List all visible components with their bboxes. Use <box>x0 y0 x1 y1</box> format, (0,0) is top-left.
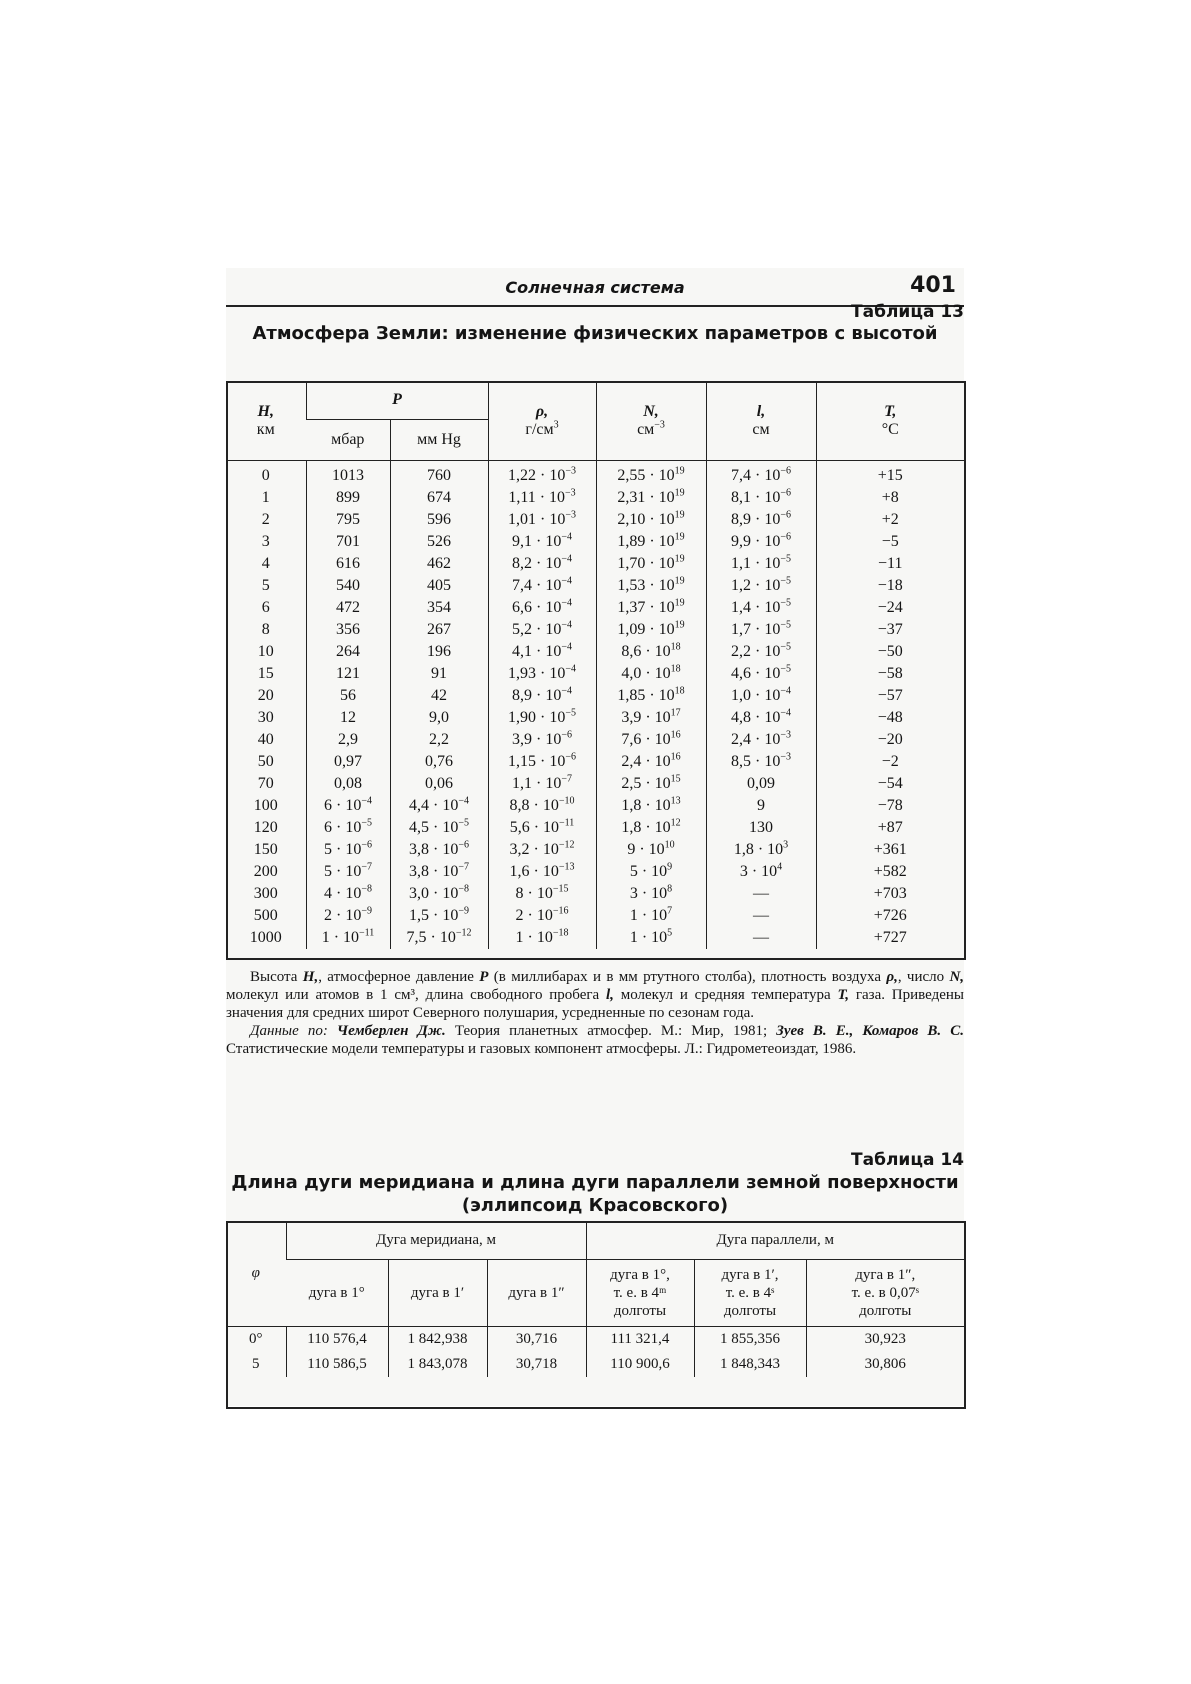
table-cell: 70 <box>257 775 274 792</box>
table-cell: $1,93 \cdot 10^{-4}$ <box>488 663 596 685</box>
col-parallel-1sec <box>806 1260 964 1327</box>
table-cell: $8,9 \cdot 10^{-4}$ <box>488 685 596 707</box>
table-cell: −24 <box>816 597 964 619</box>
table-cell: $7,5 \cdot 10^{-12}$ <box>390 927 488 949</box>
col-parallel-1sec-line3: долготы <box>859 1303 912 1319</box>
table-cell: 1 842,938 <box>388 1327 487 1353</box>
col-parallel-1min <box>694 1260 806 1327</box>
table-row <box>226 773 964 795</box>
col-meridian-1sec: дуга в 1″ <box>487 1260 586 1327</box>
table-cell: 30,806 <box>806 1352 964 1377</box>
table-cell: +15 <box>816 461 964 488</box>
table-cell: 6 <box>261 599 270 616</box>
table-cell: $5,2 \cdot 10^{-4}$ <box>488 619 596 641</box>
table-cell: $6,6 \cdot 10^{-4}$ <box>488 597 596 619</box>
table-row <box>226 707 964 729</box>
table-cell: $5 \cdot 10^{-7}$ <box>306 861 390 883</box>
note-symbol-h: H, <box>302 969 319 985</box>
table-cell: 0,06 <box>390 773 488 795</box>
table-row <box>226 575 964 597</box>
table-cell: −58 <box>816 663 964 685</box>
table13-source <box>226 1022 964 1058</box>
table-cell: 50 <box>257 753 274 770</box>
note-part-1: , атмосферное давление <box>318 969 474 985</box>
table-cell: 111 321,4 <box>586 1327 694 1353</box>
col-parallel-1min-line3: долготы <box>723 1303 777 1319</box>
table-cell: $1,37 \cdot 10^{19}$ <box>596 597 706 619</box>
table-cell: 15 <box>257 665 274 682</box>
table-cell: 2,2 <box>390 729 488 751</box>
table-row <box>226 927 964 949</box>
table-row <box>226 509 964 531</box>
table-cell: $1,1 \cdot 10^{-5}$ <box>706 553 816 575</box>
table-cell: 540 <box>306 575 390 597</box>
source-author-1: Чемберлен Дж. <box>336 1023 446 1039</box>
table-cell: $1,53 \cdot 10^{19}$ <box>596 575 706 597</box>
table13-description <box>226 968 964 1022</box>
source-prefix: Данные по: <box>250 1023 328 1039</box>
col-rho-symbol: ρ, <box>535 402 549 420</box>
table-cell: 0,09 <box>706 773 816 795</box>
table-cell: — <box>706 883 816 905</box>
table-cell: $3,0 \cdot 10^{-8}$ <box>390 883 488 905</box>
table-cell: $2,2 \cdot 10^{-5}$ <box>706 641 816 663</box>
note-symbol-n: N, <box>949 969 965 985</box>
table-cell: 405 <box>390 575 488 597</box>
table-cell: 354 <box>390 597 488 619</box>
table-cell: $8 \cdot 10^{-15}$ <box>488 883 596 905</box>
col-rho-header: ρ, $г/см^3$ <box>488 381 596 461</box>
table-cell: 30 <box>257 709 274 726</box>
table-cell: 356 <box>306 619 390 641</box>
table-cell: 899 <box>306 487 390 509</box>
table-cell: 9,0 <box>390 707 488 729</box>
note-symbol-l: l, <box>605 987 614 1003</box>
table-cell: $6 \cdot 10^{-5}$ <box>306 817 390 839</box>
table-cell: $2 \cdot 10^{-16}$ <box>488 905 596 927</box>
table-cell: 100 <box>253 797 278 814</box>
table-cell: $1,6 \cdot 10^{-13}$ <box>488 861 596 883</box>
table-cell: −48 <box>816 707 964 729</box>
table-cell: $3 \cdot 10^4$ <box>706 861 816 883</box>
table-cell: +727 <box>816 927 964 949</box>
table-cell: 795 <box>306 509 390 531</box>
table-cell: $8,8 \cdot 10^{-10}$ <box>488 795 596 817</box>
table-cell: $1,09 \cdot 10^{19}$ <box>596 619 706 641</box>
table-cell: −50 <box>816 641 964 663</box>
table-cell: $6 \cdot 10^{-4}$ <box>306 795 390 817</box>
table-cell: $4,4 \cdot 10^{-4}$ <box>390 795 488 817</box>
table-cell: 121 <box>306 663 390 685</box>
table-cell: 267 <box>390 619 488 641</box>
table-cell: 1 843,078 <box>388 1352 487 1377</box>
table-cell: $2,5 \cdot 10^{15}$ <box>596 773 706 795</box>
table-cell: $1,0 \cdot 10^{-4}$ <box>706 685 816 707</box>
table-cell: 500 <box>253 907 278 924</box>
table-row <box>226 883 964 905</box>
table-cell: −18 <box>816 575 964 597</box>
table13-notes <box>226 968 964 1058</box>
col-parallel-1min-line1: дуга в 1′, <box>721 1267 779 1283</box>
table-cell: $1,5 \cdot 10^{-9}$ <box>390 905 488 927</box>
table-cell: $4,5 \cdot 10^{-5}$ <box>390 817 488 839</box>
table-cell: 42 <box>390 685 488 707</box>
table-cell: 5 <box>261 577 270 594</box>
table-cell: +703 <box>816 883 964 905</box>
table-row <box>226 487 964 509</box>
col-t-unit: °C <box>881 420 899 438</box>
table-cell: −5 <box>816 531 964 553</box>
table-cell: $9,1 \cdot 10^{-4}$ <box>488 531 596 553</box>
table-cell: $3,8 \cdot 10^{-6}$ <box>390 839 488 861</box>
table-cell: $8,1 \cdot 10^{-6}$ <box>706 487 816 509</box>
table-cell: +361 <box>816 839 964 861</box>
table13 <box>226 381 964 949</box>
col-parallel-1deg-line1: дуга в 1°, <box>610 1267 670 1283</box>
table13-label: Таблица 13 <box>851 302 964 322</box>
table-cell: −37 <box>816 619 964 641</box>
meridian-header: Дуга меридиана, м <box>286 1221 586 1260</box>
table-cell: 150 <box>253 841 278 858</box>
col-phi-header: φ <box>251 1265 260 1281</box>
table-cell: $1,85 \cdot 10^{18}$ <box>596 685 706 707</box>
table14-body <box>226 1327 964 1378</box>
col-t-symbol: T, <box>884 402 897 420</box>
table-cell: 30,923 <box>806 1327 964 1353</box>
col-parallel-1sec-line2: т. е. в 0,07ˢ <box>851 1285 919 1301</box>
col-h-header <box>226 381 306 461</box>
table-row <box>226 1327 964 1353</box>
table-row <box>226 553 964 575</box>
col-p-mmhg: мм Hg <box>390 420 488 461</box>
table-row <box>226 461 964 488</box>
table-cell: 0 <box>261 467 270 484</box>
table-cell: $1 \cdot 10^{-18}$ <box>488 927 596 949</box>
table-cell: 701 <box>306 531 390 553</box>
col-p-mbar: мбар <box>331 431 365 448</box>
table-cell: 462 <box>390 553 488 575</box>
table-cell: $4 \cdot 10^{-8}$ <box>306 883 390 905</box>
table-cell: $4,8 \cdot 10^{-4}$ <box>706 707 816 729</box>
table-cell: 760 <box>390 461 488 488</box>
table14-label: Таблица 14 <box>851 1150 964 1170</box>
note-part-6: газа. Приведены значения для средних широт Северного полушария, усредненные по сезонам года. <box>226 987 965 1021</box>
table-cell: $1 \cdot 10^{-11}$ <box>306 927 390 949</box>
table-cell: $4,6 \cdot 10^{-5}$ <box>706 663 816 685</box>
col-n-unit: см <box>637 420 655 438</box>
source-title-1: Теория планетных атмосфер. М.: Мир, 1981; <box>454 1023 768 1039</box>
table-cell: 3 <box>261 533 270 550</box>
table-cell: 110 586,5 <box>286 1352 388 1377</box>
table-cell: $1,11 \cdot 10^{-3}$ <box>488 487 596 509</box>
table-cell: 674 <box>390 487 488 509</box>
table-cell: — <box>706 927 816 949</box>
table-row <box>226 905 964 927</box>
table-cell: 5 <box>252 1356 260 1372</box>
table-cell: 40 <box>257 731 274 748</box>
note-part-4: молекул или атомов в 1 см³, длина свободного пробега <box>226 987 600 1003</box>
table-cell: $1,90 \cdot 10^{-5}$ <box>488 707 596 729</box>
table-cell: +582 <box>816 861 964 883</box>
table-cell: $2,4 \cdot 10^{-3}$ <box>706 729 816 751</box>
note-part-3: , число <box>897 969 945 985</box>
table-row <box>226 619 964 641</box>
table-row <box>226 751 964 773</box>
table-cell: $1,7 \cdot 10^{-5}$ <box>706 619 816 641</box>
table-cell: $3,9 \cdot 10^{17}$ <box>596 707 706 729</box>
running-title: Солнечная система <box>505 278 685 297</box>
table-cell: $5 \cdot 10^{-6}$ <box>306 839 390 861</box>
table-cell: $8,2 \cdot 10^{-4}$ <box>488 553 596 575</box>
table-cell: 1 855,356 <box>694 1327 806 1353</box>
table-cell: −54 <box>816 773 964 795</box>
table-cell: $1,01 \cdot 10^{-3}$ <box>488 509 596 531</box>
table-cell: $9 \cdot 10^{10}$ <box>596 839 706 861</box>
col-parallel-1deg <box>586 1260 694 1327</box>
note-lead: Высота <box>250 969 298 985</box>
table-row <box>226 861 964 883</box>
table-cell: $8,5 \cdot 10^{-3}$ <box>706 751 816 773</box>
table-cell: 20 <box>257 687 274 704</box>
table13-title: Атмосфера Земли: изменение физических параметров с высотой <box>252 323 938 344</box>
table-cell: 0° <box>249 1331 263 1347</box>
table-cell: −2 <box>816 751 964 773</box>
col-h-unit: км <box>256 420 275 438</box>
table-cell: 526 <box>390 531 488 553</box>
table-cell: $1,89 \cdot 10^{19}$ <box>596 531 706 553</box>
table-cell: $7,6 \cdot 10^{16}$ <box>596 729 706 751</box>
table-cell: $1,4 \cdot 10^{-5}$ <box>706 597 816 619</box>
table-row <box>226 839 964 861</box>
col-parallel-1min-line2: т. е. в 4ˢ <box>725 1285 775 1301</box>
page-number: 401 <box>910 273 956 298</box>
table-cell: $2 \cdot 10^{-9}$ <box>306 905 390 927</box>
table-row <box>226 641 964 663</box>
table-cell: $3,9 \cdot 10^{-6}$ <box>488 729 596 751</box>
col-parallel-1sec-line1: дуга в 1″, <box>855 1267 916 1283</box>
col-n-header: N, $см^{-3}$ <box>596 381 706 461</box>
table-cell: 12 <box>306 707 390 729</box>
col-p-symbol: P <box>392 391 402 408</box>
table-cell: $1,70 \cdot 10^{19}$ <box>596 553 706 575</box>
note-symbol-rho: ρ, <box>886 969 898 985</box>
table-cell: $5 \cdot 10^9$ <box>596 861 706 883</box>
table-cell: $1,1 \cdot 10^{-7}$ <box>488 773 596 795</box>
table-cell: −78 <box>816 795 964 817</box>
table-cell: $7,4 \cdot 10^{-4}$ <box>488 575 596 597</box>
table-cell: 472 <box>306 597 390 619</box>
table-cell: −57 <box>816 685 964 707</box>
table-cell: 0,76 <box>390 751 488 773</box>
table-cell: 30,716 <box>487 1327 586 1353</box>
table-cell: 1 848,343 <box>694 1352 806 1377</box>
table-cell: 1013 <box>306 461 390 488</box>
table-cell: +8 <box>816 487 964 509</box>
col-l-unit: см <box>752 420 770 438</box>
parallel-header: Дуга параллели, м <box>586 1221 964 1260</box>
note-symbol-p: P <box>479 969 489 985</box>
col-parallel-1deg-line2: т. е. в 4ᵐ <box>613 1285 667 1301</box>
table-cell: 0,97 <box>306 751 390 773</box>
table-cell: $4,1 \cdot 10^{-4}$ <box>488 641 596 663</box>
table-cell: $2,4 \cdot 10^{16}$ <box>596 751 706 773</box>
table-cell: 200 <box>253 863 278 880</box>
note-part-2: (в миллибарах и в мм ртутного столба), плотность воздуха <box>493 969 881 985</box>
col-h-symbol: H, <box>257 402 274 420</box>
table-cell: $3,8 \cdot 10^{-7}$ <box>390 861 488 883</box>
table-cell: 56 <box>306 685 390 707</box>
table-row <box>226 1352 964 1377</box>
table-cell: $2,10 \cdot 10^{19}$ <box>596 509 706 531</box>
table-cell: $1 \cdot 10^7$ <box>596 905 706 927</box>
table-cell: $7,4 \cdot 10^{-6}$ <box>706 461 816 488</box>
table-cell: $1,8 \cdot 10^{12}$ <box>596 817 706 839</box>
table-cell: 300 <box>253 885 278 902</box>
table-cell: 596 <box>390 509 488 531</box>
col-parallel-1deg-line3: долготы <box>613 1303 667 1319</box>
note-part-5: молекул и средняя температура <box>620 987 831 1003</box>
note-symbol-t: T, <box>837 987 850 1003</box>
table-cell: 2 <box>261 511 270 528</box>
table-cell: $8,6 \cdot 10^{18}$ <box>596 641 706 663</box>
table14-title-line2: (эллипсоид Красовского) <box>461 1195 729 1216</box>
table-cell: $1,22 \cdot 10^{-3}$ <box>488 461 596 488</box>
col-p-header <box>306 381 488 420</box>
table-cell: 616 <box>306 553 390 575</box>
col-t-header <box>816 381 964 461</box>
table-cell: $4,0 \cdot 10^{18}$ <box>596 663 706 685</box>
table-row <box>226 817 964 839</box>
source-title-2: Статистические модели температуры и газовых компонент атмосферы. Л.: Гидрометеоиздат, 1986. <box>226 1041 857 1057</box>
col-n-symbol: N, <box>643 402 659 420</box>
table-cell: −11 <box>816 553 964 575</box>
table-cell: $9,9 \cdot 10^{-6}$ <box>706 531 816 553</box>
table-cell: $3,2 \cdot 10^{-12}$ <box>488 839 596 861</box>
table-cell: 8 <box>261 621 270 638</box>
source-author-2: Зуев В. Е., Комаров В. С. <box>776 1023 964 1039</box>
table-cell: $8,9 \cdot 10^{-6}$ <box>706 509 816 531</box>
table-cell: $2,31 \cdot 10^{19}$ <box>596 487 706 509</box>
col-meridian-1min: дуга в 1′ <box>388 1260 487 1327</box>
col-l-header <box>706 381 816 461</box>
table-cell: 0,08 <box>306 773 390 795</box>
table-row <box>226 597 964 619</box>
table-cell: +2 <box>816 509 964 531</box>
col-l-symbol: l, <box>756 402 766 420</box>
table-cell: $1,8 \cdot 10^3$ <box>706 839 816 861</box>
table-cell: 30,718 <box>487 1352 586 1377</box>
table14 <box>226 1221 964 1377</box>
table-row <box>226 729 964 751</box>
table-row <box>226 685 964 707</box>
table14-title-line1: Длина дуги меридиана и длина дуги параллели земной поверхности <box>231 1172 959 1193</box>
col-rho-unit: г/см <box>525 420 554 438</box>
table-row <box>226 663 964 685</box>
table-cell: +87 <box>816 817 964 839</box>
table-cell: −20 <box>816 729 964 751</box>
table13-body <box>226 461 964 950</box>
table-cell: $5,6 \cdot 10^{-11}$ <box>488 817 596 839</box>
table-cell: $3 \cdot 10^8$ <box>596 883 706 905</box>
table-cell: 196 <box>390 641 488 663</box>
table-cell: 264 <box>306 641 390 663</box>
table-cell: 110 576,4 <box>286 1327 388 1353</box>
table-cell: — <box>706 905 816 927</box>
table-cell: 1 <box>261 489 270 506</box>
table-row <box>226 795 964 817</box>
table-cell: 4 <box>261 555 270 572</box>
table-cell: 110 900,6 <box>586 1352 694 1377</box>
table-cell: +726 <box>816 905 964 927</box>
table-cell: $1,8 \cdot 10^{13}$ <box>596 795 706 817</box>
table-cell: $2,55 \cdot 10^{19}$ <box>596 461 706 488</box>
table-cell: $1 \cdot 10^5$ <box>596 927 706 949</box>
table-cell: 130 <box>706 817 816 839</box>
table-row <box>226 531 964 553</box>
table-cell: 1000 <box>249 929 282 946</box>
table-cell: 120 <box>253 819 278 836</box>
running-head <box>226 272 964 304</box>
table-cell: 9 <box>706 795 816 817</box>
col-meridian-1deg: дуга в 1° <box>308 1285 365 1301</box>
table-cell: $1,15 \cdot 10^{-6}$ <box>488 751 596 773</box>
table-cell: $1,2 \cdot 10^{-5}$ <box>706 575 816 597</box>
table-cell: 91 <box>390 663 488 685</box>
table-cell: 2,9 <box>306 729 390 751</box>
table-cell: 10 <box>257 643 274 660</box>
